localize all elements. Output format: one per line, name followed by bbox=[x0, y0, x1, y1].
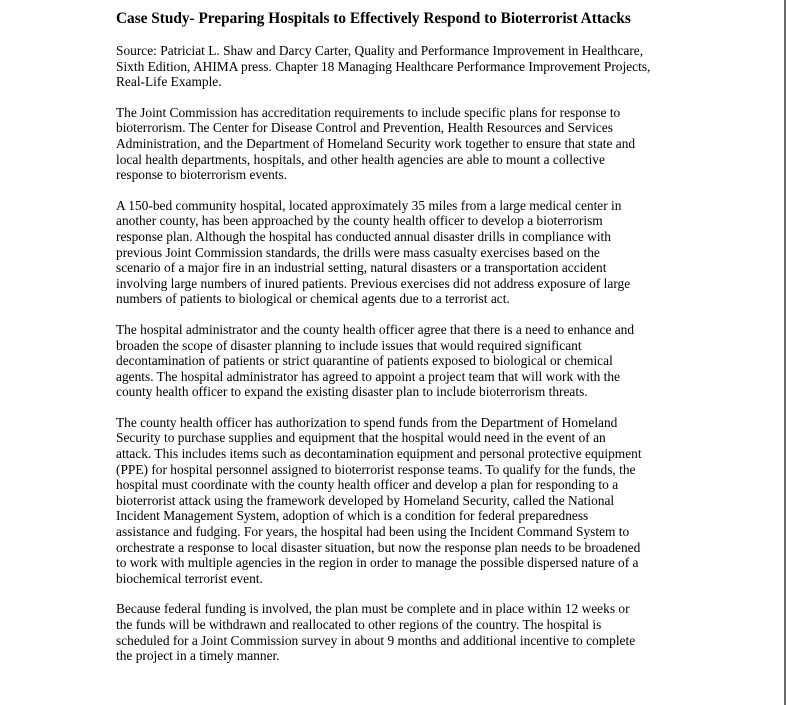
paragraph-4 bbox=[116, 322, 676, 400]
text-line: the project in a timely manner. bbox=[116, 648, 280, 664]
text-line: Security to purchase supplies and equipment that the hospital would need in the event of an bbox=[116, 430, 606, 446]
text-line: involving large numbers of inured patients. Previous exercises did not address exposure of large bbox=[116, 275, 631, 291]
text-line: scheduled for a Joint Commission survey in about 9 months and additional incentive to complete bbox=[116, 632, 636, 648]
text-line: bioterrorism. The Center for Disease Control and Prevention, Health Resources and Services bbox=[116, 120, 613, 136]
text-line: the funds will be withdrawn and reallocated to other regions of the country. The hospital is bbox=[116, 617, 602, 632]
text-line: bioterrorist attack using the framework developed by Homeland Security, called the National bbox=[116, 492, 615, 508]
paragraph-2 bbox=[116, 105, 676, 183]
text-line: previous Joint Commission standards, the drills were mass casualty exercises based on the bbox=[116, 244, 600, 260]
text-line: response plan. Although the hospital has conducted annual disaster drills in compliance with bbox=[116, 228, 611, 244]
document-body bbox=[116, 43, 676, 664]
text-line: broaden the scope of disaster planning to include issues that would required significant bbox=[116, 337, 582, 353]
text-line: The county health officer has authorization to spend funds from the Department of Homeland bbox=[116, 414, 618, 430]
document-title: Case Study- Preparing Hospitals to Effectively Respond to Bioterrorist Attacks bbox=[116, 10, 631, 27]
text-line: biochemical terrorist event. bbox=[116, 570, 263, 586]
text-line: Because federal funding is involved, the plan must be complete and in place within 12 weeks or bbox=[116, 601, 630, 617]
text-line: The Joint Commission has accreditation requirements to include specific plans for response to bbox=[116, 104, 621, 120]
text-line: response to bioterrorism events. bbox=[116, 167, 288, 183]
text-line: A 150-bed community hospital, located approximately 35 miles from a large medical center in bbox=[116, 197, 622, 213]
text-line: assistance and fudging. For years, the hospital had been using the Incident Command System to bbox=[116, 524, 630, 540]
paragraph-5 bbox=[116, 415, 676, 587]
paragraph-3 bbox=[116, 198, 676, 307]
text-line: hospital must coordinate with the county health officer and develop a plan for responding to a bbox=[116, 477, 619, 493]
text-line: another county, has been approached by the county health officer to develop a bioterrorism bbox=[116, 213, 603, 229]
text-line: (PPE) for hospital personnel assigned to bioterrorist response teams. To qualify for the funds, the bbox=[116, 461, 636, 477]
text-line: Real-Life Example. bbox=[116, 74, 222, 90]
text-line: scenario of a major fire in an industrial setting, natural disasters or a transportation accident bbox=[116, 260, 607, 276]
paragraph-1 bbox=[116, 43, 676, 90]
text-line: decontamination of patients or strict quarantine of patients exposed to biological or chemical bbox=[116, 353, 613, 369]
text-line: to work with multiple agencies in the region in order to manage the possible dispersed nature of a bbox=[116, 555, 639, 571]
text-line: attack. This includes items such as decontamination equipment and personal protective equipment bbox=[116, 446, 642, 462]
text-line: Incident Management System, adoption of which is a condition for federal preparedness bbox=[116, 508, 589, 524]
text-line: The hospital administrator and the county health officer agree that there is a need to enhance and bbox=[116, 321, 635, 337]
text-line: Source: Patriciat L. Shaw and Darcy Carter, Quality and Performance Improvement in Healthcare, bbox=[116, 43, 644, 58]
paragraph-6 bbox=[116, 601, 676, 663]
text-line: Administration, and the Department of Homeland Security work together to ensure that state and bbox=[116, 135, 636, 151]
text-line: orchestrate a response to local disaster situation, but now the response plan needs to be broadened bbox=[116, 539, 641, 555]
text-line: agents. The hospital administrator has agreed to appoint a project team that will work with the bbox=[116, 368, 620, 384]
text-line: numbers of patients to biological or chemical agents due to a terrorist act. bbox=[116, 291, 510, 307]
text-line: county health officer to expand the existing disaster plan to include bioterrorism threats. bbox=[116, 384, 588, 400]
document-page bbox=[116, 9, 676, 679]
text-line: local health departments, hospitals, and other health agencies are able to mount a collective bbox=[116, 151, 605, 167]
text-line: Sixth Edition, AHIMA press. Chapter 18 Managing Healthcare Performance Improvement Projects, bbox=[116, 58, 651, 74]
